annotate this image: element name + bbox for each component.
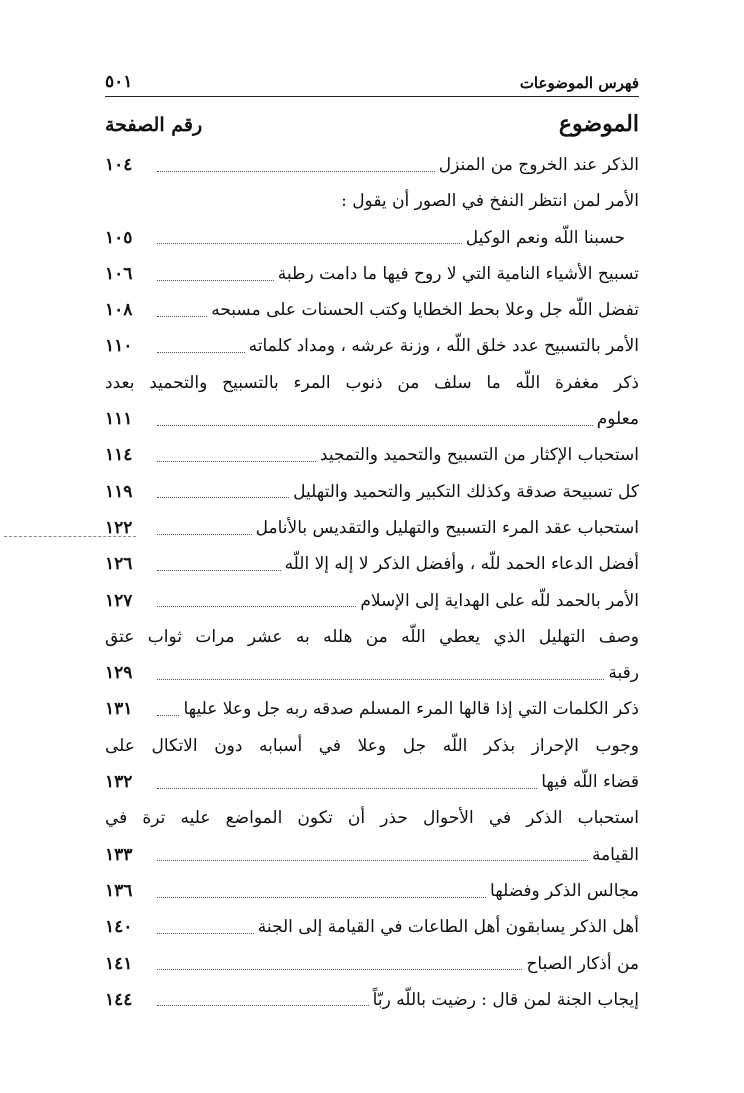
dot-leader	[157, 860, 588, 861]
dot-leader	[157, 316, 207, 317]
entry-title: قضاء اللّه فيها	[541, 772, 639, 793]
index-entry	[105, 583, 639, 619]
entry-page: ١٢٢	[105, 517, 133, 538]
index-entry	[105, 909, 639, 945]
index-page	[105, 62, 639, 1062]
entry-page: ١٣٣	[105, 844, 133, 865]
entry-page: ١٢٦	[105, 554, 133, 575]
entry-page: ١٢٧	[105, 590, 133, 611]
entry-title: الأمر لمن انتظر النفخ في الصور أن يقول :	[341, 191, 639, 212]
dot-leader	[157, 897, 486, 898]
index-entry	[105, 510, 639, 546]
dot-leader	[157, 679, 604, 680]
running-header	[105, 62, 639, 97]
index-entry	[105, 619, 639, 655]
entry-title: وجوب الإحراز بذكر اللّه جل وعلا في أسبابه دون الاتكال على	[105, 735, 639, 756]
index-entry	[105, 256, 639, 292]
entry-title: الأمر بالتسبيح عدد خلق اللّه ، وزنة عرشه ، ومداد كلماته	[248, 336, 639, 357]
entry-title: أهل الذكر يسابقون أهل الطاعات في القيامة إلى الجنة	[257, 917, 639, 938]
entries-list	[105, 147, 639, 1018]
dot-leader	[157, 461, 316, 462]
index-entry	[105, 147, 639, 183]
entry-page: ١١٩	[105, 481, 133, 502]
entry-page: ١٣١	[105, 699, 133, 720]
entry-page: ١٠٥	[105, 227, 133, 248]
dot-leader	[157, 788, 537, 789]
entry-page: ١١٠	[105, 336, 133, 357]
entry-title: معلوم	[596, 409, 639, 430]
index-entry	[105, 982, 639, 1018]
index-entry	[105, 220, 639, 256]
page-column-header: رقم الصفحة	[105, 114, 203, 136]
dot-leader	[157, 534, 252, 535]
dot-leader	[157, 606, 356, 607]
entry-title: وصف التهليل الذي يعطي اللّه من هلله به عشر مرات ثواب عتق	[105, 626, 639, 647]
entry-title: رقبة	[608, 663, 639, 684]
entry-title: من أذكار الصباح	[526, 953, 639, 974]
entry-title: حسبنا اللّه ونعم الوكيل	[465, 227, 625, 248]
running-title: فهرس الموضوعات	[519, 74, 639, 92]
entry-page: ١١١	[105, 409, 133, 430]
index-entry	[105, 292, 639, 328]
entry-title: تفضل اللّه جل وعلا بحط الخطايا وكتب الحسنات على مسبحه	[211, 300, 639, 321]
index-entry	[105, 437, 639, 473]
dot-leader	[157, 715, 179, 716]
subject-column-header: الموضوع	[558, 111, 639, 137]
entry-title: الذكر عند الخروج من المنزل	[438, 155, 639, 175]
entry-page: ١٤١	[105, 953, 133, 974]
entry-title: مجالس الذكر وفضلها	[490, 880, 639, 901]
index-entry	[105, 328, 639, 364]
index-entry	[105, 183, 639, 219]
dot-leader	[157, 352, 245, 353]
entry-page: ١٠٦	[105, 263, 133, 284]
index-entry	[105, 837, 639, 873]
page-number: ٥٠١	[105, 72, 133, 92]
column-headers	[105, 111, 639, 147]
entry-page: ١٤٤	[105, 989, 133, 1010]
index-entry	[105, 728, 639, 764]
entry-title: كل تسبيحة صدقة وكذلك التكبير والتحميد والتهليل	[293, 481, 639, 502]
entry-page: ١١٤	[105, 445, 133, 466]
entry-title: ذكر مغفرة اللّه ما سلف من ذنوب المرء بالتسبيح والتحميد بعدد	[105, 372, 639, 393]
entry-page: ١٣٦	[105, 880, 133, 901]
entry-title: استحباب عقد المرء التسبيح والتهليل والتقديس بالأنامل	[255, 517, 639, 538]
entry-title: استحباب الذكر في الأحوال حذر أن تكون المواضع عليه ترة في	[105, 808, 639, 829]
entry-page: ١٣٢	[105, 772, 133, 793]
dot-leader	[157, 933, 254, 934]
index-entry	[105, 946, 639, 982]
index-entry	[105, 546, 639, 582]
dot-leader	[157, 425, 593, 426]
entry-title: إيجاب الجنة لمن قال : رضيت باللّه ربّاً	[372, 989, 639, 1010]
dot-leader	[157, 171, 435, 172]
index-entry	[105, 691, 639, 727]
dot-leader	[157, 570, 281, 571]
entry-title: تسبيح الأشياء النامية التي لا روح فيها ما دامت رطبة	[277, 263, 639, 284]
entry-title: أفضل الدعاء الحمد للّه ، وأفضل الذكر لا إله إلا اللّه	[284, 554, 639, 575]
entry-title: القيامة	[591, 844, 639, 865]
index-entry	[105, 800, 639, 836]
entry-title: ذكر الكلمات التي إذا قالها المرء المسلم صدقه ربه جل وعلا عليها	[183, 699, 639, 720]
index-entry	[105, 764, 639, 800]
entry-page: ١٤٠	[105, 917, 133, 938]
entry-title: استحباب الإكثار من التسبيح والتحميد والتمجيد	[319, 445, 639, 466]
dot-leader	[157, 497, 289, 498]
index-entry	[105, 474, 639, 510]
index-entry	[105, 401, 639, 437]
dot-leader	[157, 243, 462, 244]
entry-page: ١٢٩	[105, 663, 133, 684]
dot-leader	[157, 280, 274, 281]
dot-leader	[157, 1005, 369, 1006]
index-entry	[105, 655, 639, 691]
entry-page: ١٠٤	[105, 155, 133, 175]
index-entry	[105, 365, 639, 401]
dot-leader	[157, 969, 522, 970]
entry-title: الأمر بالحمد للّه على الهداية إلى الإسلام	[360, 590, 639, 611]
entry-page: ١٠٨	[105, 300, 133, 321]
index-entry	[105, 873, 639, 909]
